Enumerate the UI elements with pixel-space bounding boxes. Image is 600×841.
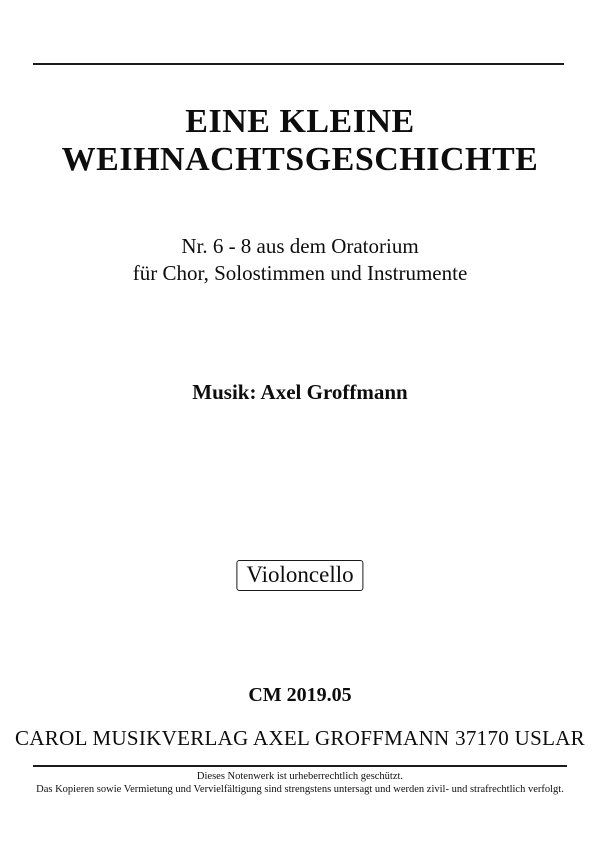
footer-rule — [33, 765, 567, 767]
work-title — [0, 103, 600, 179]
publisher-imprint: CAROL MUSIKVERLAG AXEL GROFFMANN 37170 USLAR — [15, 726, 585, 750]
work-subtitle-line2: für Chor, Solostimmen und Instrumente — [132, 261, 468, 285]
work-subtitle — [0, 233, 600, 287]
work-title-line1: EINE KLEINE — [185, 103, 415, 140]
catalog-number: CM 2019.05 — [248, 684, 352, 706]
work-subtitle-line1: Nr. 6 - 8 aus dem Oratorium — [181, 234, 419, 258]
instrument-part-box — [236, 560, 363, 591]
composer-credit: Musik: Axel Groffmann — [192, 380, 408, 404]
copyright-line1: Dieses Notenwerk ist urheberrechtlich geschützt. — [196, 771, 404, 782]
top-rule — [33, 63, 564, 65]
work-title-line2: WEIHNACHTSGESCHICHTE — [61, 141, 539, 178]
copyright-notice — [0, 770, 600, 796]
instrument-part-label: Violoncello — [246, 562, 354, 587]
copyright-line2: Das Kopieren sowie Vermietung und Vervielfältigung sind strengstens untersagt und werden zivil- und strafrechtlich verfolgt. — [36, 784, 564, 795]
